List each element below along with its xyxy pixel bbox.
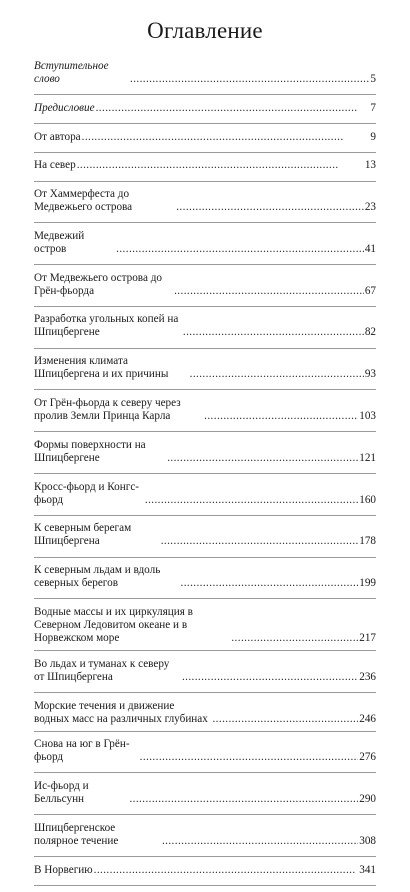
toc-entry-title: Во льдах и туманах к северу от Шпицбергена	[34, 657, 170, 683]
toc-entry-title: Изменения климата Шпицбергена и их причины	[34, 355, 169, 381]
toc-entry[interactable]	[34, 658, 376, 693]
toc-entry[interactable]	[34, 700, 376, 732]
toc-entry-title: Снова на юг в Грён-фьорд	[34, 738, 130, 764]
toc-leader	[77, 159, 364, 172]
toc-entry-title: К северным берегам Шпицбергена	[34, 522, 132, 548]
toc-leader	[190, 368, 364, 381]
toc-entry-title: В Норвегию	[34, 863, 93, 876]
toc-entry[interactable]	[34, 272, 376, 307]
toc-entry-title: Вступительное слово	[34, 60, 109, 85]
toc-entry[interactable]	[34, 397, 376, 432]
toc-leader	[212, 713, 358, 726]
toc-entry[interactable]	[34, 606, 376, 651]
toc-entry[interactable]	[34, 313, 376, 348]
table-of-contents	[34, 60, 376, 892]
toc-page-number: 217	[359, 631, 376, 644]
toc-entry-title: К северным льдам и вдоль северных берегов	[34, 564, 161, 590]
toc-page-number: 82	[364, 326, 376, 339]
toc-leader	[182, 671, 358, 684]
toc-entry-title: Водные массы и их циркуляция в Северном Ледовитом океане и в Норвежском море	[34, 605, 193, 644]
toc-entry[interactable]	[34, 822, 376, 857]
toc-entry[interactable]	[34, 159, 376, 181]
toc-leader	[204, 410, 358, 423]
toc-entry[interactable]	[34, 131, 376, 153]
toc-entry[interactable]	[34, 102, 376, 124]
toc-page-number: 290	[359, 793, 376, 806]
toc-leader	[94, 864, 359, 877]
toc-entry-title: Шпицбергенское полярное течение	[34, 821, 119, 847]
toc-entry-title: От Хаммерфеста до Медвежьего острова	[34, 188, 133, 214]
toc-entry[interactable]	[34, 864, 376, 886]
toc-leader	[116, 243, 364, 256]
toc-page-number: 103	[359, 410, 376, 423]
toc-entry-title: На север	[34, 159, 76, 172]
toc-entry[interactable]	[34, 355, 376, 390]
toc-entry-title: От автора	[34, 130, 81, 143]
toc-page-number: 5	[370, 73, 376, 85]
toc-page-number: 41	[364, 242, 376, 255]
toc-leader	[174, 285, 364, 298]
toc-leader	[176, 201, 364, 214]
toc-leader	[140, 751, 359, 764]
toc-leader	[181, 577, 359, 590]
toc-leader	[130, 73, 369, 86]
toc-leader	[183, 326, 364, 339]
toc-entry-title: Разработка угольных копей на Шпицбергене	[34, 313, 179, 339]
toc-page-number: 9	[370, 130, 376, 143]
toc-page-number: 23	[364, 201, 376, 214]
toc-entry-title: Морские течения и движение водных масс на различных глубинах	[34, 699, 208, 725]
toc-page-number: 308	[359, 834, 376, 847]
toc-entry[interactable]	[34, 60, 376, 95]
toc-entry-title: От Грён-фьорда к северу через пролив Земли Принца Карла	[34, 397, 181, 423]
toc-leader	[167, 452, 358, 465]
toc-entry[interactable]	[34, 481, 376, 516]
toc-entry[interactable]	[34, 564, 376, 599]
toc-entry[interactable]	[34, 188, 376, 223]
toc-entry[interactable]	[34, 522, 376, 557]
toc-page-number: 341	[359, 863, 376, 876]
toc-entry[interactable]	[34, 230, 376, 265]
toc-page-number: 246	[359, 712, 376, 725]
toc-entry[interactable]	[34, 439, 376, 474]
toc-entry-title: Формы поверхности на Шпицбергене	[34, 438, 146, 464]
toc-page-number: 93	[364, 368, 376, 381]
toc-leader	[82, 131, 370, 144]
toc-page-number: 236	[359, 670, 376, 683]
toc-leader	[129, 793, 358, 806]
toc-entry[interactable]	[34, 780, 376, 815]
toc-entry-title: Кросс-фьорд и Конгс-фьорд	[34, 480, 140, 506]
toc-page-number: 178	[359, 535, 376, 548]
toc-page-number: 67	[364, 284, 376, 297]
toc-leader	[231, 632, 358, 645]
toc-leader	[161, 535, 359, 548]
toc-entry-title: Медвежий остров	[34, 229, 85, 255]
page-title: Оглавление	[147, 18, 263, 43]
toc-page-number: 7	[370, 101, 376, 114]
toc-leader	[162, 835, 358, 848]
toc-leader	[96, 102, 370, 115]
toc-page-number: 276	[359, 751, 376, 764]
toc-page-number: 199	[359, 577, 376, 590]
toc-entry-title: Ис-фьорд и Белльсунн	[34, 780, 89, 806]
toc-entry-title: Предисловие	[34, 101, 95, 114]
toc-page-number: 121	[359, 451, 376, 464]
toc-entry[interactable]	[34, 738, 376, 773]
toc-leader	[145, 494, 358, 507]
toc-page-number: 160	[359, 493, 376, 506]
toc-entry-title: От Медвежьего острова до Грён-фьорда	[34, 271, 162, 297]
toc-page-number: 13	[364, 159, 376, 172]
